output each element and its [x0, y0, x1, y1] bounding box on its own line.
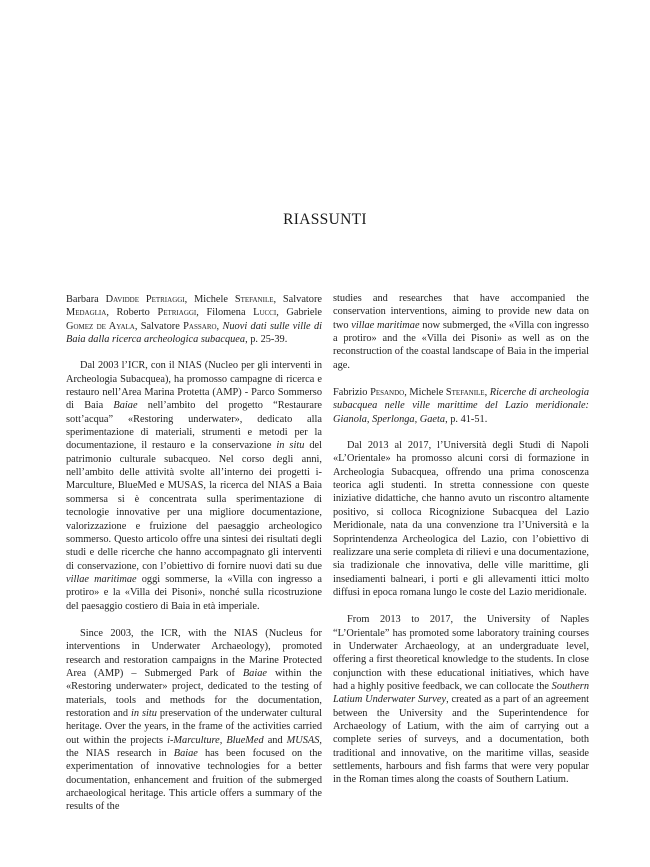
citation-1-title: Nuovi dati sulle ville di Baia dalla ricerca archeologica subacquea	[66, 320, 322, 346]
abstract-1-english-continued: studies and researches that have accompanied the conservation interventions, aiming to provide new data on two villae maritimae now submerged, the «Villa con ingresso a protiro» and the «Villa dei Pisoni» as well as on the reconstruction of the coastal landscape of Baia in the imperial age.	[333, 293, 589, 371]
abstract-2-english: From 2013 to 2017, the University of Naples “L’Orientale” has promoted some laboratory training courses in Underwater Archaeology, at an undergraduate level, offering a first theoretical knowledge to the students. In close conjunction with these educational initiatives, which have had a highly positive feedback, we can collocate the Southern Latium Underwater Survey, created as a part of an agreement between the University and the Superintendence for Archaeology of Latium, with the aim of carrying out a complete series of surveys, and a documentation, both traditional and innovative, on the maritime villas, seaside settlements, harbours and fish farms that were very popular in the Roman times along the coasts of Southern Latium.	[333, 614, 589, 786]
abstract-2-italian: Dal 2013 al 2017, l’Università degli Studi di Napoli «L’Orientale» ha promosso alcuni corsi di formazione in Archeologia Subacquea, offrendo una prima conoscenza teorica agli studenti. In stretta connessione con queste iniziative didattiche, che hanno avuto un riscontro altamente positivo, si colloca Ricognizione Subacquea del Lazio Meridionale, nata da una convenzione tra l’Università e la Soprintendenza Archeologica del Lazio, con l’obiettivo di realizzare una serie completa di rilievi e una documentazione, sia tradizionale che innovativa, delle ville marittime, gli insediamenti balneari, i porti e gli allevamenti ittici molto diffusi in epoca romana lungo le coste del Lazio meridionale.	[333, 440, 589, 598]
abstract-citation-1	[66, 293, 322, 346]
citation-1-pages: , p. 25-39.	[245, 334, 288, 346]
abstract-1-english: Since 2003, the ICR, with the NIAS (Nucleus for interventions in Underwater Archaeology), promoted research and restoration campaigns in the Marine Protected Area (AMP) – Submerged Park of Baiae within the «Restoring underwater» project, dedicated to the testing of materials, tools and methods for the documentation, restoration and in situ preservation of the underwater cultural heritage. Over the years, in the frame of the activities carried out within the projects i-Marculture, BlueMed and MUSAS, the NIAS research in Baiae has been focused on the experimentation of innovative technologies for a better documentation, enhancement and fruition of the submerged archaeological heritage. This article offers a summary of the results of the	[66, 627, 323, 813]
right-column	[333, 292, 589, 787]
citation-2-pages: , p. 41-51.	[445, 413, 488, 425]
left-column	[66, 293, 322, 814]
citation-2-title: Ricerche di archeologia subacquea nelle ville marittime del Lazio meridionale: Gianola, Sperlonga, Gaeta	[333, 387, 589, 425]
abstract-citation-2	[333, 386, 589, 426]
citation-1-authors: Barbara Davidde Petriaggi, Michele Stefanile, Salvatore Medaglia, Roberto Petriaggi, Filomena Lucci, Gabriele Gomez de Ayala, Salvatore Passaro,	[66, 294, 322, 332]
page-title: RIASSUNTI	[283, 211, 367, 228]
citation-2-authors: Fabrizio Pesando, Michele Stefanile,	[333, 387, 488, 399]
abstract-1-italian: Dal 2003 l’ICR, con il NIAS (Nucleo per gli interventi in Archeologia Subacquea), ha promosso campagne di ricerca e restauro nell’Area Marina Protetta (AMP) - Parco Sommerso di Baia Baiae nell’ambito del progetto “Restaurare sott’acqua” «Restoring underwater», dedicato alla sperimentazione di materiali, strumenti e metodi per la documentazione, il restauro e la conservazione in situ del patrimonio culturale subacqueo. Nel corso degli anni, nell’ambito delle attività svolte all’interno dei progetti i-Marculture, BlueMed e MUSAS, la ricerca del NIAS a Baia sommersa si è concentrata sulla sperimentazione di tecnologie innovative per una migliore documentazione, valorizzazione e fruizione del paesaggio archeologico sommerso. Questo articolo offre una sintesi dei risultati degli studi e delle ricerche che hanno accompagnato gli interventi di conservazione, con l’obiettivo di fornire nuovi dati su due villae maritimae oggi sommerse, la «Villa con ingresso a protiro» e la «Villa dei Pisoni», nonché sulla ricostruzione del paesaggio costiero di Baia in età imperiale.	[66, 360, 322, 612]
